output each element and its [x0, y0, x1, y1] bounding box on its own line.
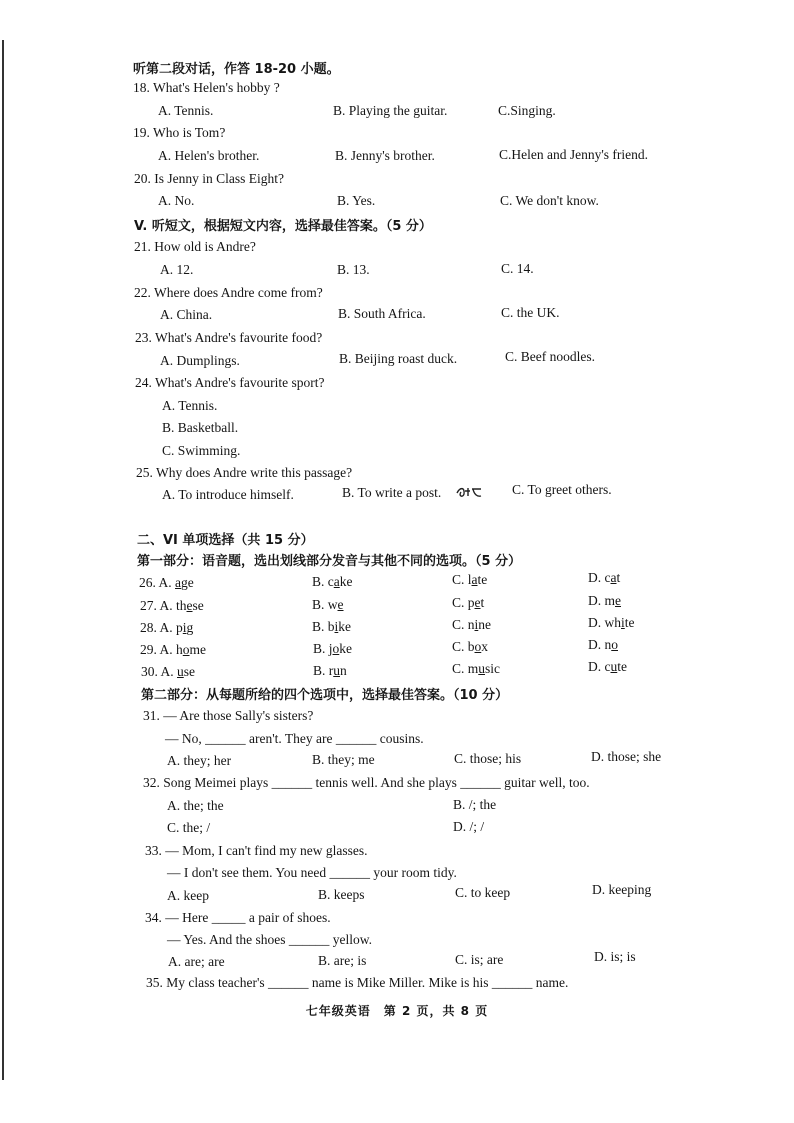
- q19-option-c[interactable]: C.Helen and Jenny's friend.: [499, 147, 649, 162]
- q34-option-b[interactable]: B. are; is: [318, 953, 367, 968]
- q23-option-c[interactable]: C. Beef noodles.: [505, 349, 595, 364]
- q18-option-c[interactable]: C.Singing.: [498, 103, 556, 118]
- q22-option-a[interactable]: A. China.: [160, 307, 213, 322]
- q32-option-a[interactable]: A. the; the: [167, 798, 224, 813]
- question-20: 20. Is Jenny in Class Eight?: [134, 171, 284, 186]
- q34-option-c[interactable]: C. is; are: [455, 952, 504, 967]
- q20-option-c[interactable]: C. We don't know.: [500, 193, 599, 208]
- q28-option-d[interactable]: D. white: [588, 615, 635, 630]
- q24-option-a[interactable]: A. Tennis.: [162, 398, 218, 413]
- q33-option-c[interactable]: C. to keep: [455, 885, 511, 900]
- q31-option-a[interactable]: A. they; her: [167, 753, 232, 768]
- q27-option-a[interactable]: 27. A. these: [140, 598, 204, 613]
- q32-option-d[interactable]: D. /; /: [453, 819, 485, 834]
- q21-option-b[interactable]: B. 13.: [337, 262, 370, 277]
- question-21: 21. How old is Andre?: [134, 239, 256, 254]
- q28-option-c[interactable]: C. nine: [452, 617, 492, 632]
- q21-option-c[interactable]: C. 14.: [501, 261, 534, 276]
- q25-option-b[interactable]: B. To write a post.: [342, 485, 442, 500]
- q27-option-d[interactable]: D. me: [588, 593, 621, 608]
- question-23: 23. What's Andre's favourite food?: [135, 330, 323, 345]
- q31-option-b[interactable]: B. they; me: [312, 752, 375, 767]
- page-edge-line: [2, 40, 4, 1080]
- question-25: 25. Why does Andre write this passage?: [136, 465, 353, 480]
- q33-option-b[interactable]: B. keeps: [318, 887, 365, 902]
- section-v-title: V. 听短文，根据短文内容，选择最佳答案。（5 分）: [134, 219, 432, 234]
- q24-option-b[interactable]: B. Basketball.: [162, 420, 239, 435]
- q23-option-a[interactable]: A. Dumplings.: [160, 353, 240, 368]
- q26-option-d[interactable]: D. cat: [588, 570, 621, 585]
- question-35: 35. My class teacher's ______ name is Mike Miller. Mike is his ______ name.: [146, 975, 569, 990]
- handwritten-mark-icon: [455, 484, 483, 500]
- q20-option-b[interactable]: B. Yes.: [337, 193, 376, 208]
- q22-option-b[interactable]: B. South Africa.: [338, 306, 426, 321]
- q30-option-c[interactable]: C. music: [452, 661, 501, 676]
- q22-option-c[interactable]: C. the UK.: [501, 305, 560, 320]
- q29-option-b[interactable]: B. joke: [313, 641, 353, 656]
- q31-option-c[interactable]: C. those; his: [454, 751, 522, 766]
- question-32: 32. Song Meimei plays ______ tennis well. And she plays ______ guitar well, too.: [143, 775, 590, 790]
- page-footer: 七年级英语 第 2 页，共 8 页: [305, 1004, 489, 1018]
- q29-option-a[interactable]: 29. A. home: [140, 642, 207, 657]
- q26-option-a[interactable]: 26. A. age: [139, 575, 194, 590]
- part2-choice-instruction: 第二部分：从每题所给的四个选项中，选择最佳答案。（10 分）: [141, 688, 509, 703]
- q25-option-a[interactable]: A. To introduce himself.: [162, 487, 294, 502]
- part2-title: 二、VI 单项选择（共 15 分）: [137, 533, 314, 548]
- q28-option-a[interactable]: 28. A. pig: [140, 620, 194, 635]
- question-22: 22. Where does Andre come from?: [134, 285, 323, 300]
- q24-option-c[interactable]: C. Swimming.: [162, 443, 241, 458]
- q27-option-b[interactable]: B. we: [312, 597, 344, 612]
- q19-option-a[interactable]: A. Helen's brother.: [158, 148, 260, 163]
- q25-option-c[interactable]: C. To greet others.: [512, 482, 612, 497]
- question-33: 33. — Mom, I can't find my new glasses.: [145, 843, 368, 858]
- q27-option-c[interactable]: C. pet: [452, 595, 485, 610]
- q33-option-a[interactable]: A. keep: [167, 888, 209, 903]
- listening-section-note: 听第二段对话，作答 18-20 小题。: [133, 62, 340, 77]
- q33-option-d[interactable]: D. keeping: [592, 882, 652, 897]
- q18-option-a[interactable]: A. Tennis.: [158, 103, 214, 118]
- question-33-reply: — I don't see them. You need ______ your room tidy.: [167, 865, 457, 880]
- q21-option-a[interactable]: A. 12.: [160, 262, 194, 277]
- q29-option-d[interactable]: D. no: [588, 637, 618, 652]
- q23-option-b[interactable]: B. Beijing roast duck.: [339, 351, 458, 366]
- question-24: 24. What's Andre's favourite sport?: [135, 375, 325, 390]
- q26-option-c[interactable]: C. late: [452, 572, 488, 587]
- q18-option-b[interactable]: B. Playing the guitar.: [333, 103, 448, 118]
- q28-option-b[interactable]: B. bike: [312, 619, 352, 634]
- q32-option-c[interactable]: C. the; /: [167, 820, 211, 835]
- question-19: 19. Who is Tom?: [133, 125, 226, 140]
- question-18: 18. What's Helen's hobby ?: [133, 80, 280, 95]
- question-34: 34. — Here _____ a pair of shoes.: [145, 910, 331, 925]
- question-31-reply: — No, ______ aren't. They are ______ cousins.: [165, 731, 424, 746]
- question-34-reply: — Yes. And the shoes ______ yellow.: [167, 932, 373, 947]
- q31-option-d[interactable]: D. those; she: [591, 749, 662, 764]
- q32-option-b[interactable]: B. /; the: [453, 797, 497, 812]
- question-31: 31. — Are those Sally's sisters?: [143, 708, 314, 723]
- q34-option-d[interactable]: D. is; is: [594, 949, 636, 964]
- q30-option-a[interactable]: 30. A. use: [141, 664, 196, 679]
- q30-option-b[interactable]: B. run: [313, 663, 347, 678]
- q20-option-a[interactable]: A. No.: [158, 193, 195, 208]
- q34-option-a[interactable]: A. are; are: [168, 954, 225, 969]
- q30-option-d[interactable]: D. cute: [588, 659, 627, 674]
- q29-option-c[interactable]: C. box: [452, 639, 489, 654]
- q26-option-b[interactable]: B. cake: [312, 574, 353, 589]
- part2-phonetics-instruction: 第一部分：语音题，选出划线部分发音与其他不同的选项。（5 分）: [137, 554, 522, 569]
- q19-option-b[interactable]: B. Jenny's brother.: [335, 148, 435, 163]
